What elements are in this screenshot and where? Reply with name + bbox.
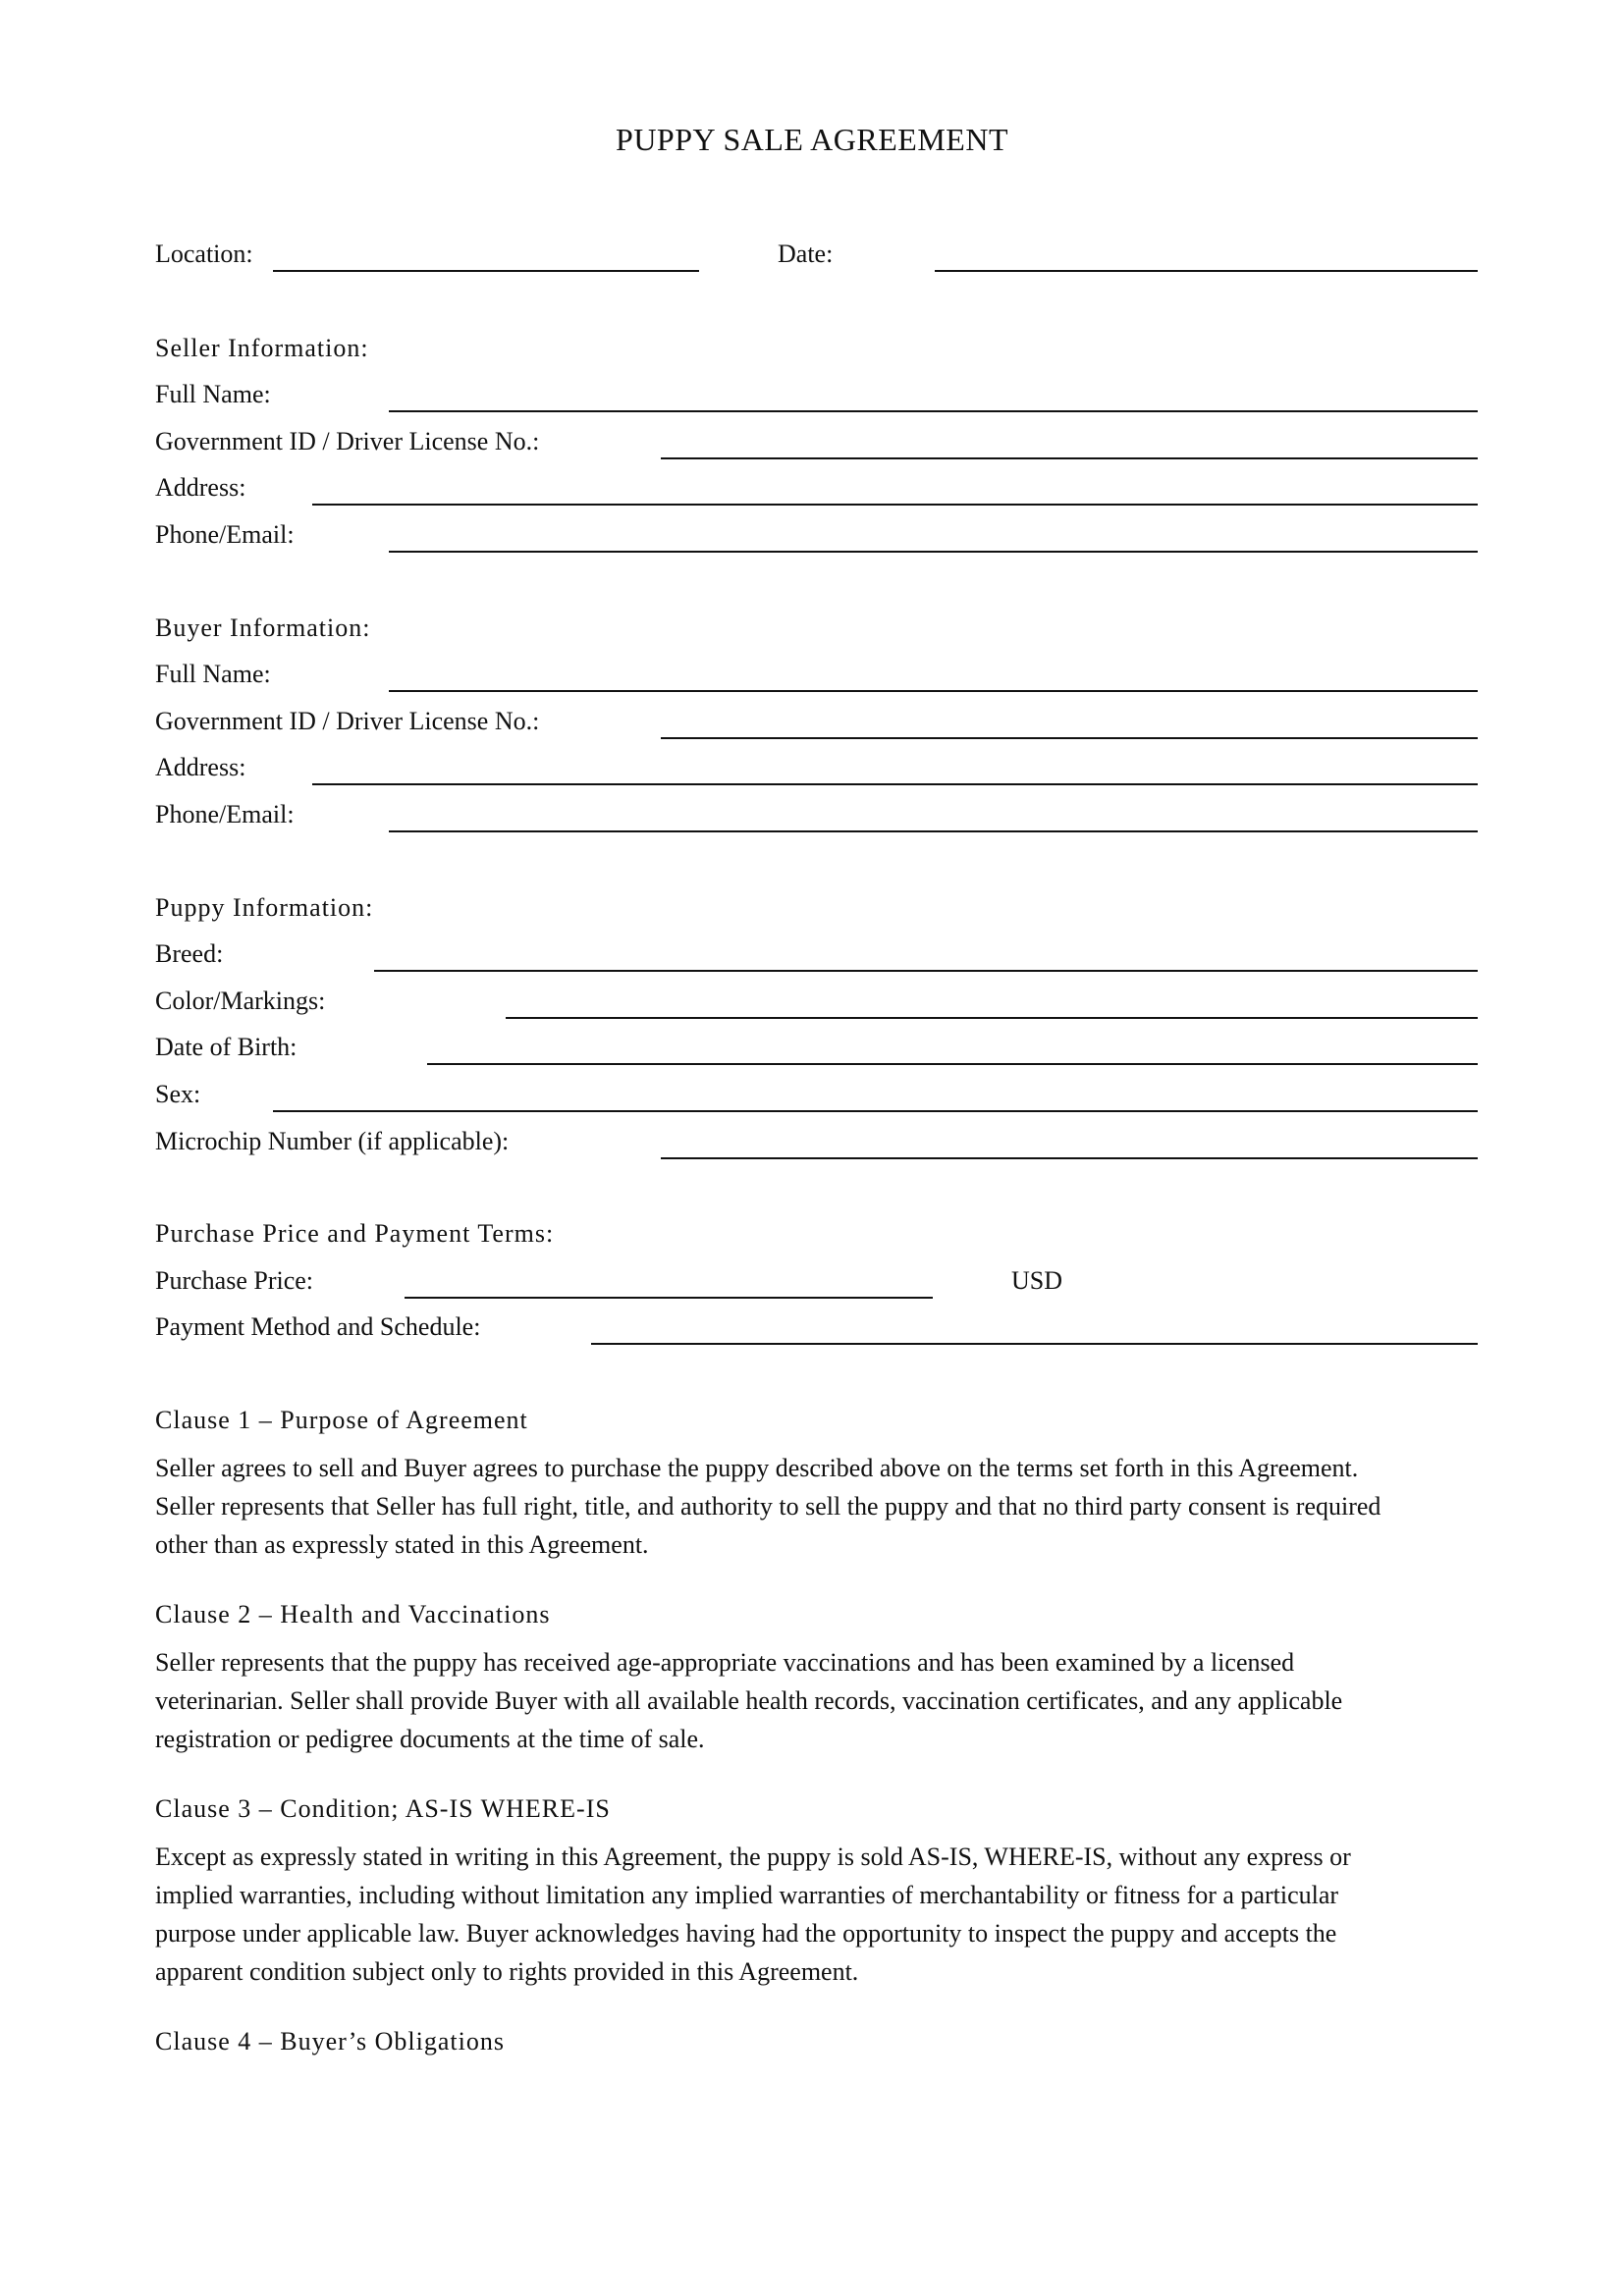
purchase-price-field[interactable]: [405, 1297, 933, 1299]
buyer-section-title: Buyer Information:: [155, 614, 371, 642]
puppy-dob-label: Date of Birth:: [155, 1033, 298, 1061]
page-title: PUPPY SALE AGREEMENT: [616, 122, 1008, 157]
clause-3-line: implied warranties, including without limitation any implied warranties of merchantability or fitness for a particular: [155, 1881, 1339, 1909]
puppy-microchip-field[interactable]: [661, 1157, 1478, 1159]
buyer-address-label: Address:: [155, 753, 246, 781]
buyer-gov-id-field[interactable]: [661, 737, 1478, 739]
seller-section-title: Seller Information:: [155, 334, 369, 362]
clause-2-line: veterinarian. Seller shall provide Buyer with all available health records, vaccination certificates, and any applicable: [155, 1686, 1343, 1715]
currency-label: USD: [1011, 1266, 1063, 1295]
clause-2-line: Seller represents that the puppy has received age-appropriate vaccinations and has been examined by a licensed: [155, 1648, 1295, 1677]
clause-3-line: apparent condition subject only to rights provided in this Agreement.: [155, 1957, 859, 1986]
buyer-address-field[interactable]: [312, 783, 1478, 785]
seller-phone-email-label: Phone/Email:: [155, 520, 295, 549]
buyer-full-name-label: Full Name:: [155, 660, 271, 688]
puppy-breed-label: Breed:: [155, 939, 224, 968]
location-field[interactable]: [273, 270, 699, 272]
buyer-phone-email-field[interactable]: [389, 830, 1478, 832]
buyer-phone-email-label: Phone/Email:: [155, 800, 295, 828]
puppy-sex-field[interactable]: [273, 1110, 1478, 1112]
puppy-color-field[interactable]: [506, 1017, 1478, 1019]
puppy-sex-label: Sex:: [155, 1080, 201, 1108]
payment-method-field[interactable]: [591, 1343, 1478, 1345]
puppy-microchip-label: Microchip Number (if applicable):: [155, 1127, 510, 1155]
clause-2-line: registration or pedigree documents at the time of sale.: [155, 1725, 705, 1753]
seller-address-field[interactable]: [312, 504, 1478, 506]
seller-gov-id-field[interactable]: [661, 457, 1478, 459]
clause-3-title: Clause 3 – Condition; AS-IS WHERE-IS: [155, 1794, 611, 1823]
seller-full-name-label: Full Name:: [155, 380, 271, 408]
clause-4-title: Clause 4 – Buyer’s Obligations: [155, 2027, 505, 2056]
clause-1-line: Seller represents that Seller has full right, title, and authority to sell the puppy and that no third party consent is required: [155, 1492, 1381, 1521]
seller-phone-email-field[interactable]: [389, 551, 1478, 553]
payment-method-label: Payment Method and Schedule:: [155, 1312, 481, 1341]
date-label: Date:: [778, 240, 834, 268]
clause-1-line: Seller agrees to sell and Buyer agrees to purchase the puppy described above on the terms set forth in this Agreement.: [155, 1454, 1359, 1482]
buyer-full-name-field[interactable]: [389, 690, 1478, 692]
buyer-gov-id-label: Government ID / Driver License No.:: [155, 707, 540, 735]
clause-2-title: Clause 2 – Health and Vaccinations: [155, 1600, 551, 1629]
clause-3-body: [155, 1838, 1481, 1991]
seller-address-label: Address:: [155, 473, 246, 502]
clause-2-body: [155, 1643, 1481, 1758]
puppy-breed-field[interactable]: [374, 970, 1478, 972]
payment-section-title: Purchase Price and Payment Terms:: [155, 1219, 555, 1248]
puppy-dob-field[interactable]: [427, 1063, 1478, 1065]
puppy-section-title: Puppy Information:: [155, 893, 374, 922]
clause-1-title: Clause 1 – Purpose of Agreement: [155, 1406, 528, 1434]
seller-gov-id-label: Government ID / Driver License No.:: [155, 427, 540, 455]
purchase-price-label: Purchase Price:: [155, 1266, 314, 1295]
date-field[interactable]: [935, 270, 1478, 272]
puppy-color-label: Color/Markings:: [155, 987, 326, 1015]
location-label: Location:: [155, 240, 253, 268]
seller-full-name-field[interactable]: [389, 410, 1478, 412]
clause-3-line: Except as expressly stated in writing in this Agreement, the puppy is sold AS-IS, WHERE-IS, without any express or: [155, 1842, 1351, 1871]
clause-1-line: other than as expressly stated in this Agreement.: [155, 1530, 649, 1559]
clause-1-body: [155, 1449, 1481, 1564]
clause-3-line: purpose under applicable law. Buyer acknowledges having had the opportunity to inspect the puppy and accepts the: [155, 1919, 1337, 1948]
